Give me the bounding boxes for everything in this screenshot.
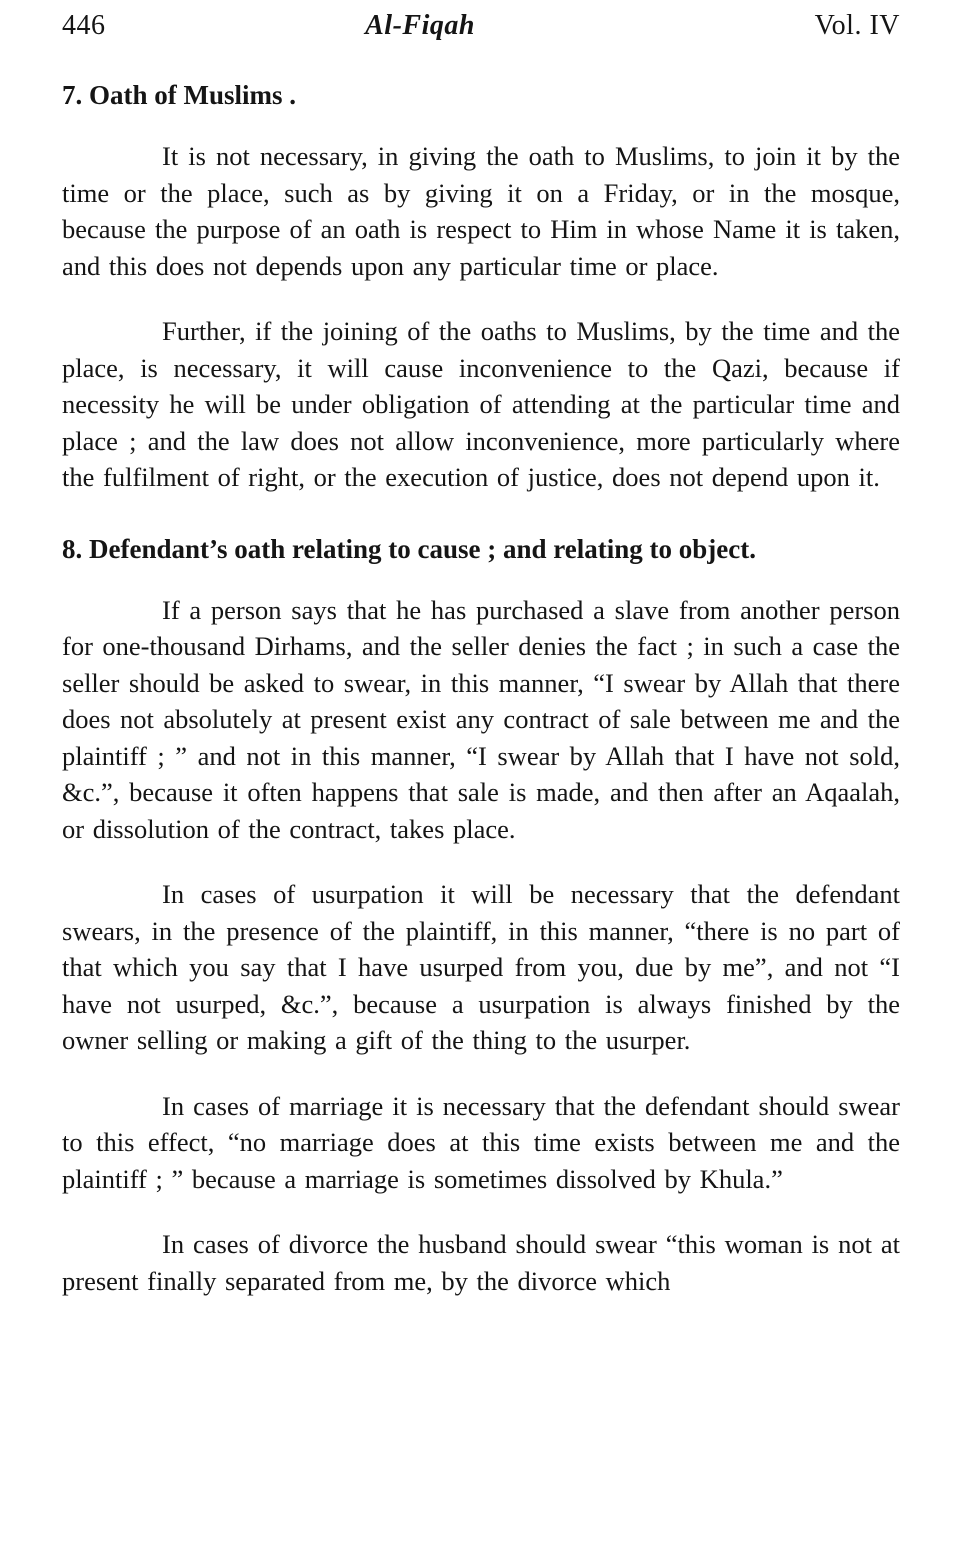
paragraph-purchased-slave: If a person says that he has purchased a slave from another person for one-thousand Dirhams, and the seller denies the fact ; in such a case the seller should be asked to swear, in this manner, “I swear by Allah that there does not absolutely at present exist any contract of sale between me and the plaintiff ; ” and not in this manner, “I swear by Allah that I have not sold, &c.”, because it often happens that sale is made, and then after an Aqaalah, or dissolution of the contract, takes place. [62, 594, 900, 844]
paragraph-further-joining-oaths: Further, if the joining of the oaths to Muslims, by the time and the place, is necessary, it will cause inconvenience to the Qazi, because if necessity he will be under obligation of attending at the particular time and place ; and the law does not allow inconvenience, more particularly where the fulfilment of right, or the execution of justice, does not depend upon it. [62, 316, 900, 492]
volume-label: Vol. IV [814, 10, 900, 41]
section-heading-oath-of-muslims: 7. Oath of Muslims . [62, 80, 297, 110]
paragraph-marriage: In cases of marriage it is necessary that the defendant should swear to this effect, “no marriage does at this time exists between me and the plaintiff ; ” because a marriage is sometimes dissolved by Khula.” [62, 1090, 900, 1194]
book-title: Al-Fiqah [365, 10, 475, 41]
paragraph-oath-not-necessary: It is not necessary, in giving the oath to Muslims, to join it by the time or the place, such as by giving it on a Friday, or in the mosque, because the purpose of an oath is respect to Him in whose Name it is taken, and this does not depends upon any particular time or place. [62, 141, 900, 281]
page-number: 446 [62, 10, 106, 41]
section-heading-defendants-oath: 8. Defendant’s oath relating to cause ; and relating to object. [62, 533, 756, 564]
page-header [62, 10, 900, 42]
paragraph-divorce: In cases of divorce the husband should swear “this woman is not at present finally separated from me, by the divorce which [62, 1229, 900, 1296]
paragraph-usurpation: In cases of usurpation it will be necessary that the defendant swears, in the presence of the plaintiff, in this manner, “there is no part of that which you say that I have usurped from you, due by me”, and not “I have not usurped, &c.”, because a usurpation is always finished by the owner selling or making a gift of the thing to the usurper. [62, 879, 900, 1055]
